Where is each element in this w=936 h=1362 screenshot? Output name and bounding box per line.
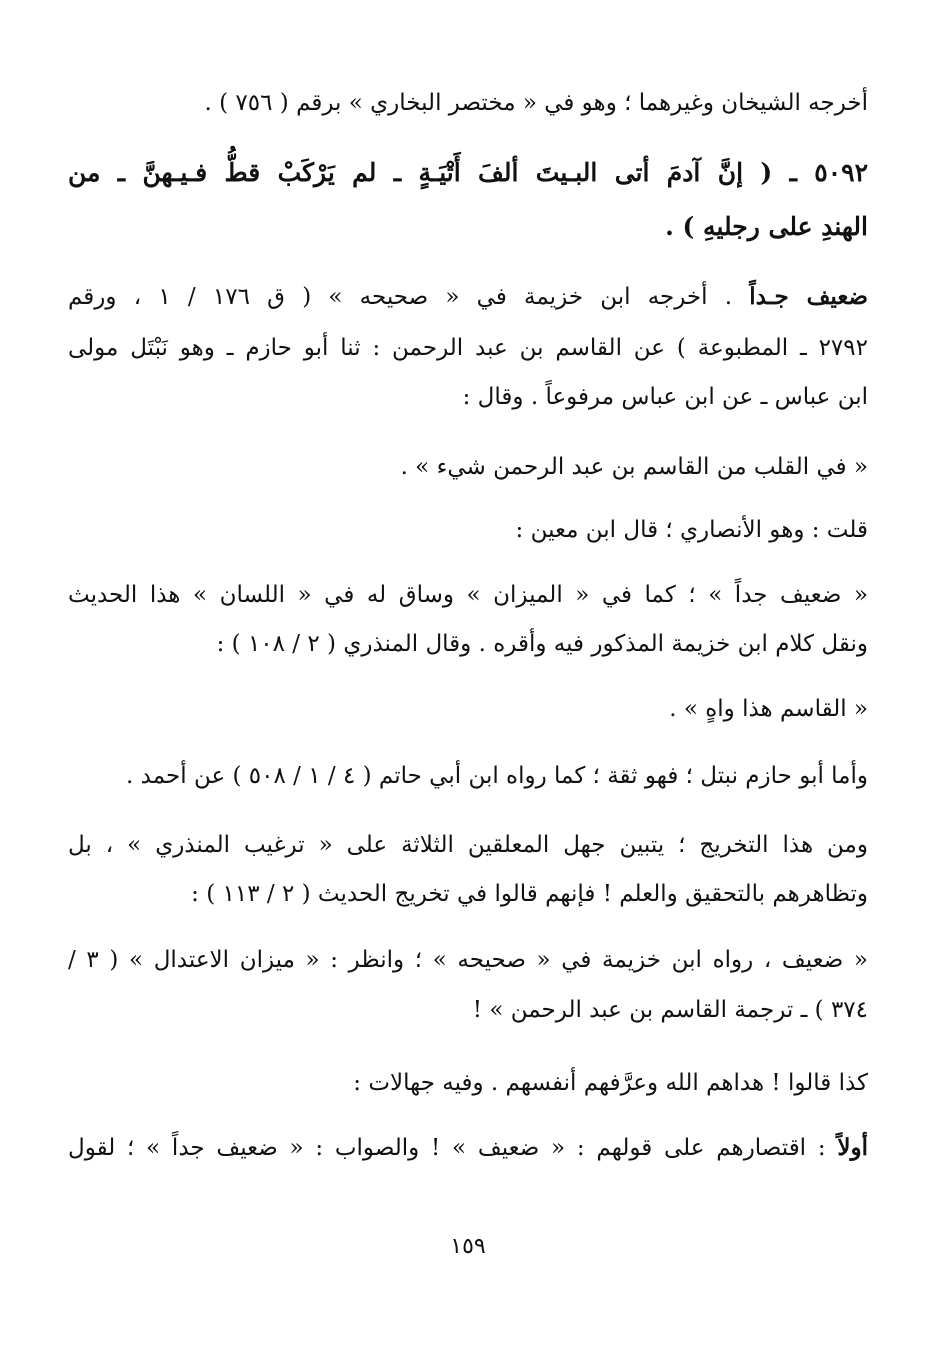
quote-line: « ضعيف جداً » ؛ كما في « الميزان » وساق له في « اللسان » هذا الحديث	[68, 582, 868, 608]
text-line: وتظاهرهم بالتحقيق والعلم ! فإنهم قالوا في تخريج الحديث ( ٢ / ١١٣ ) :	[191, 881, 868, 907]
grading-label: ضعيف جـداً	[749, 283, 868, 310]
quote-line: « في القلب من القاسم بن عبد الرحمن شيء » .	[400, 454, 868, 480]
text-line: ونقل كلام ابن خزيمة المذكور فيه وأقره . وقال المنذري ( ٢ / ١٠٨ ) :	[216, 631, 868, 657]
text-line: ومن هذا التخريج ؛ يتبين جهل المعلقين الثلاثة على « ترغيب المنذري » ، بل	[68, 832, 868, 858]
text-line	[68, 1131, 868, 1165]
hadith-heading-line: الهندِ على رجليهِ ) .	[665, 212, 868, 241]
hadith-heading-line: ٥٠٩٢ ـ ( إنَّ آدمَ أتى البـيتَ ألفَ أَتْيَـةٍ ـ لم يَرْكَبْ قطُّ فـيـهنَّ ـ من	[68, 158, 868, 187]
text-line: كذا قالوا ! هداهم الله وعرَّفهم أنفسهم . وفيه جهالات :	[353, 1070, 868, 1096]
text-span: : اقتصارهم على قولهم : « ضعيف » ! والصواب : « ضعيف جداً » ؛ لقول	[68, 1135, 838, 1161]
text-line: قلت : وهو الأنصاري ؛ قال ابن معين :	[515, 517, 868, 543]
firstly-label: أولاً	[837, 1134, 868, 1161]
text-line: ابن عباس ـ عن ابن عباس مرفوعاً . وقال :	[462, 384, 868, 410]
quote-line: ٣٧٤ ) ـ ترجمة القاسم بن عبد الرحمن » !	[472, 997, 868, 1023]
grading-line	[68, 280, 868, 314]
text-line: ٢٧٩٢ ـ المطبوعة ) عن القاسم بن عبد الرحمن : ثنا أبو حازم ـ وهو نَبْتَل مولى	[68, 335, 868, 361]
quote-line: « ضعيف ، رواه ابن خزيمة في « صحيحه » ؛ وانظر : « ميزان الاعتدال » ( ٣ /	[68, 947, 868, 973]
page-number: ١٥٩	[450, 1234, 486, 1259]
quote-line: « القاسم هذا واهٍ » .	[669, 696, 868, 722]
text-span: . أخرجه ابن خزيمة في « صحيحه » ( ق ١٧٦ / ١ ، ورقم	[68, 284, 750, 310]
text-line: وأما أبو حازم نبتل ؛ فهو ثقة ؛ كما رواه ابن أبي حاتم ( ٤ / ١ / ٥٠٨ ) عن أحمد .	[126, 763, 868, 789]
text-line: أخرجه الشيخان وغيرهما ؛ وهو في « مختصر البخاري » برقم ( ٧٥٦ ) .	[204, 90, 868, 116]
